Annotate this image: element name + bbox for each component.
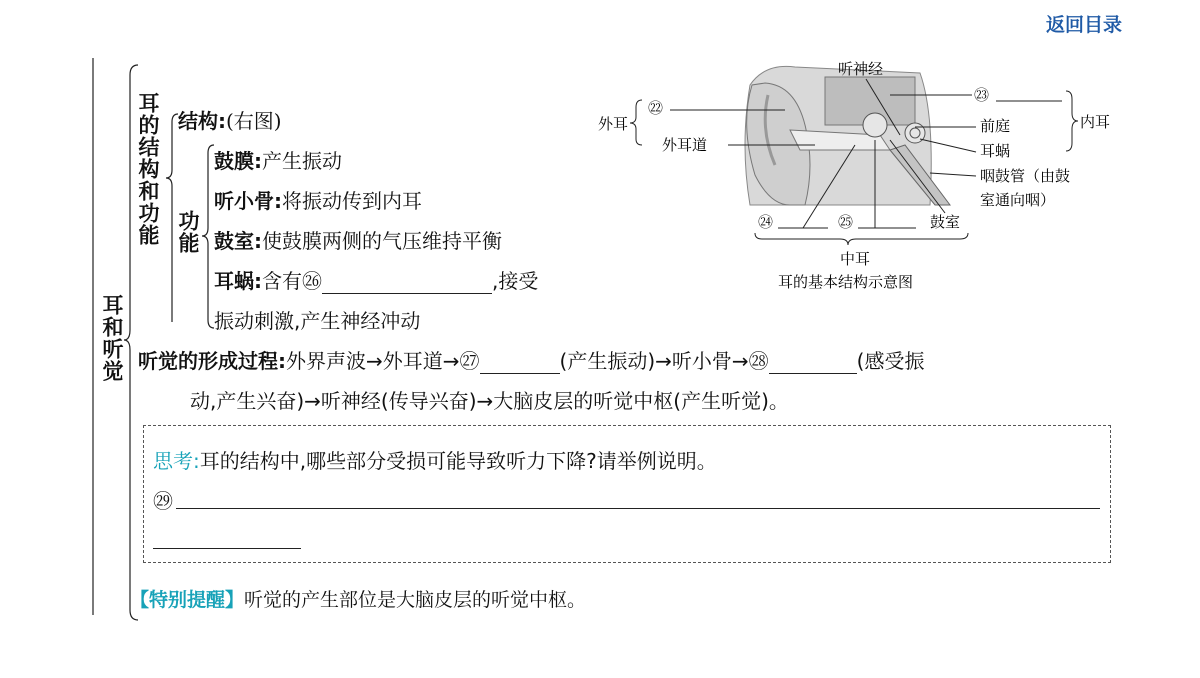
function-term: 鼓室 — [214, 229, 254, 253]
function-item-tympanic: 鼓室:使鼓膜两侧的气压维持平衡 — [214, 229, 502, 253]
inner-ear-label: 内耳 — [1080, 113, 1111, 131]
function-text-after: ,接受 — [492, 269, 539, 293]
ear-canal-label: 外耳道 — [662, 136, 708, 154]
num-24: ㉔ — [758, 213, 774, 231]
blank-27[interactable] — [480, 353, 560, 374]
function-label: 功能 — [176, 210, 200, 254]
eustachian-label-2: 室通向咽） — [980, 191, 1056, 209]
middle-ear-label: 中耳 — [840, 250, 871, 268]
back-to-contents-link[interactable]: 返回目录 — [1046, 14, 1123, 36]
structure-row: 结构:(右图) — [178, 109, 282, 133]
function-text: 将振动传到内耳 — [282, 189, 422, 213]
structure-note: (右图) — [226, 109, 282, 133]
function-item-cochlea: 耳蜗:含有㉖ ,接受 — [214, 269, 539, 293]
cochlea-label: 耳蜗 — [980, 142, 1011, 160]
blank-28[interactable] — [769, 353, 857, 374]
function-text: 含有㉖ — [262, 269, 322, 293]
function-item-cochlea-cont: 振动刺激,产生神经冲动 — [214, 309, 421, 333]
middle-ear-brace — [755, 233, 968, 245]
reminder-row — [130, 585, 586, 612]
function-term: 听小骨 — [214, 189, 274, 213]
answer-line-2[interactable] — [153, 548, 301, 549]
tympanic-cavity-label: 鼓室 — [930, 213, 961, 231]
ear-diagram — [590, 55, 1130, 300]
think-question-row — [153, 445, 717, 474]
leader-eustachian — [930, 173, 976, 176]
process-text-c: (感受振 — [856, 349, 925, 373]
figure-caption: 耳的基本结构示意图 — [778, 273, 914, 291]
reminder-label: 【特别提醒】 — [130, 589, 245, 611]
think-label: 思考: — [153, 449, 200, 473]
inner-ear-brace — [1066, 91, 1078, 151]
num-22: ㉒ — [648, 99, 664, 117]
think-answer-num: ㉙ — [153, 489, 173, 513]
answer-line-1[interactable] — [176, 508, 1100, 509]
function-item-eardrum: 鼓膜:产生振动 — [214, 149, 342, 173]
think-question: 耳的结构中,哪些部分受损可能导致听力下降?请举例说明。 — [199, 449, 717, 473]
num-23: ㉓ — [974, 86, 990, 104]
function-term: 耳蜗 — [214, 269, 254, 293]
num-25: ㉕ — [838, 213, 854, 231]
auditory-nerve-label: 听神经 — [838, 60, 884, 78]
function-text: 产生振动 — [262, 149, 342, 173]
outer-ear-label: 外耳 — [598, 115, 629, 133]
reminder-text: 听觉的产生部位是大脑皮层的听觉中枢。 — [244, 589, 587, 611]
section-title-label: 耳的结构和功能 — [136, 92, 160, 246]
function-term: 鼓膜 — [214, 149, 254, 173]
ear-illustration — [745, 66, 950, 205]
process-line-2: 动,产生兴奋)→听神经(传导兴奋)→大脑皮层的听觉中枢(产生听觉)。 — [190, 389, 789, 413]
eustachian-label: 咽鼓管（由鼓 — [980, 167, 1071, 185]
blank-26[interactable] — [322, 273, 492, 294]
main-topic-label: 耳和听觉 — [100, 294, 124, 382]
process-text-b: (产生振动)→听小骨→㉘ — [559, 349, 769, 373]
structure-label: 结构 — [178, 109, 218, 133]
process-label: 听觉的形成过程 — [138, 349, 278, 373]
process-line-1: 听觉的形成过程:外界声波→外耳道→㉗ (产生振动)→听小骨→㉘ (感受振 — [138, 349, 925, 373]
vestibule-label: 前庭 — [980, 117, 1011, 135]
process-text-a: 外界声波→外耳道→㉗ — [286, 349, 480, 373]
function-text: 使鼓膜两侧的气压维持平衡 — [262, 229, 502, 253]
function-item-ossicles: 听小骨:将振动传到内耳 — [214, 189, 422, 213]
